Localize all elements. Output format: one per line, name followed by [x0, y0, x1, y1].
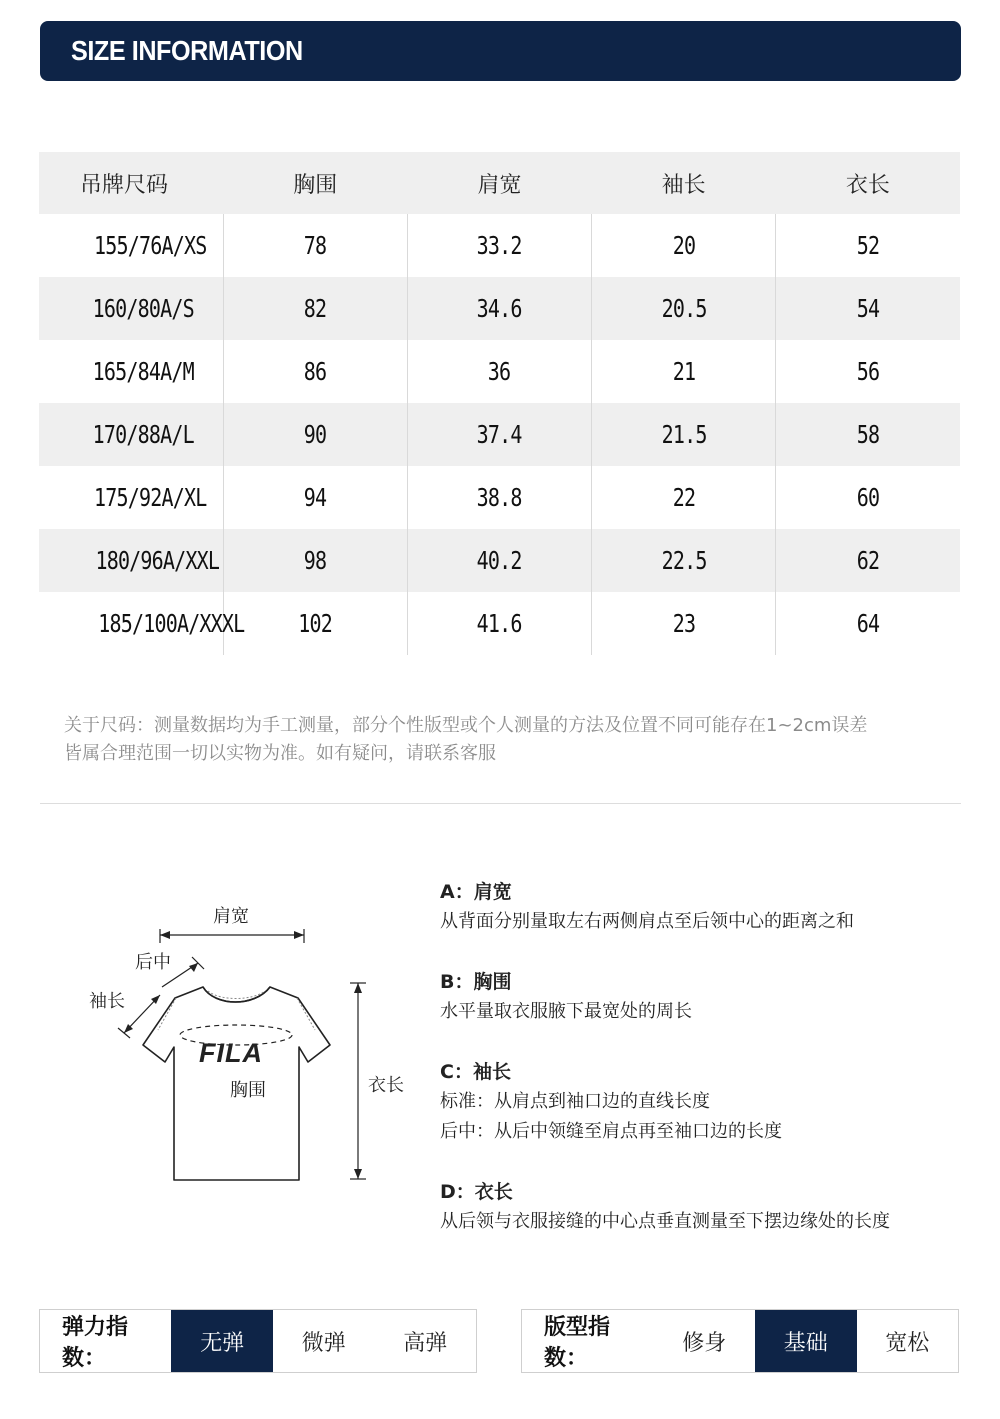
definition-chest [440, 967, 692, 1027]
elasticity-option-none[interactable]: 无弹 [171, 1310, 273, 1372]
table-row [39, 403, 960, 466]
cell-shoulder: 40.2 [407, 529, 591, 592]
cell-size: 180/96A/XXL [95, 546, 220, 575]
cell-chest: 86 [223, 340, 407, 403]
fit-option-regular[interactable]: 基础 [755, 1310, 857, 1372]
cell-shoulder: 38.8 [407, 466, 591, 529]
cell-shoulder: 41.6 [407, 592, 591, 655]
definition-title: A：肩宽 [440, 881, 512, 903]
cell-chest: 82 [223, 277, 407, 340]
table-row [39, 466, 960, 529]
definition-text: 标准：从肩点到袖口边的直线长度 [440, 1091, 710, 1112]
column-header-length: 衣长 [845, 172, 890, 198]
cell-size: 155/76A/XS [94, 231, 207, 260]
table-row [39, 340, 960, 403]
cell-size: 175/92A/XL [94, 483, 207, 512]
shoulder-label: 肩宽 [213, 906, 249, 927]
note-line-2: 皆属合理范围一切以实物为准。如有疑问，请联系客服 [64, 743, 496, 764]
table-row [39, 214, 960, 277]
table-row [39, 277, 960, 340]
header-bar [40, 21, 961, 81]
definition-text: 后中：从后中领缝至肩点再至袖口边的长度 [440, 1121, 782, 1142]
fit-label: 版型指数： [544, 1315, 611, 1371]
cell-shoulder: 33.2 [407, 214, 591, 277]
elasticity-option-high[interactable]: 高弹 [403, 1330, 448, 1356]
cell-size: 165/84A/M [92, 357, 194, 386]
fit-option-slim[interactable]: 修身 [682, 1330, 727, 1356]
size-table [39, 152, 960, 655]
cell-shoulder: 34.6 [407, 277, 591, 340]
cell-length: 54 [776, 277, 960, 340]
definition-title: D：衣长 [440, 1181, 513, 1203]
cell-size: 170/88A/L [92, 420, 194, 449]
column-header-size: 吊牌尺码 [80, 172, 169, 198]
page-title: SIZE INFORMATION [71, 35, 303, 66]
cell-shoulder: 36 [407, 340, 591, 403]
elasticity-label: 弹力指数： [62, 1315, 129, 1371]
table-row [39, 529, 960, 592]
definition-shoulder [440, 877, 854, 937]
fit-option-loose[interactable]: 宽松 [885, 1330, 930, 1356]
cell-sleeve: 20.5 [592, 277, 776, 340]
cell-length: 62 [776, 529, 960, 592]
definition-sleeve [440, 1057, 782, 1147]
cell-sleeve: 22 [592, 466, 776, 529]
definition-text: 从背面分别量取左右两侧肩点至后领中心的距离之和 [440, 911, 854, 932]
definition-text: 水平量取衣服腋下最宽处的周长 [440, 1001, 692, 1022]
column-header-shoulder: 肩宽 [477, 172, 522, 198]
back-center-label: 后中 [135, 952, 171, 973]
table-row [39, 592, 960, 655]
cell-shoulder: 37.4 [407, 403, 591, 466]
cell-sleeve: 22.5 [592, 529, 776, 592]
definition-text: 从后领与衣服接缝的中心点垂直测量至下摆边缘处的长度 [440, 1211, 890, 1232]
fila-logo: FILA [199, 1038, 263, 1068]
cell-chest: 98 [223, 529, 407, 592]
sleeve-label: 袖长 [89, 991, 125, 1012]
cell-length: 64 [776, 592, 960, 655]
cell-length: 52 [776, 214, 960, 277]
cell-chest: 102 [223, 592, 407, 655]
cell-sleeve: 21 [592, 340, 776, 403]
definition-title: B：胸围 [440, 971, 512, 993]
length-label: 衣长 [368, 1075, 404, 1096]
cell-chest: 78 [223, 214, 407, 277]
chest-label: 胸围 [230, 1080, 266, 1101]
cell-chest: 90 [223, 403, 407, 466]
cell-size: 160/80A/S [92, 294, 194, 323]
table-header-row [39, 152, 960, 214]
cell-size: 185/100A/XXXL [98, 609, 245, 638]
definition-length [440, 1177, 890, 1237]
column-header-chest: 胸围 [293, 172, 338, 198]
cell-sleeve: 21.5 [592, 403, 776, 466]
cell-length: 60 [776, 466, 960, 529]
cell-chest: 94 [223, 466, 407, 529]
fit-index [521, 1309, 959, 1373]
elasticity-index [39, 1309, 477, 1373]
size-note [64, 712, 964, 768]
divider [40, 803, 961, 804]
cell-length: 58 [776, 403, 960, 466]
tshirt-diagram [80, 895, 420, 1195]
cell-length: 56 [776, 340, 960, 403]
column-header-sleeve: 袖长 [661, 172, 706, 198]
cell-sleeve: 20 [592, 214, 776, 277]
note-line-1: 关于尺码：测量数据均为手工测量，部分个性版型或个人测量的方法及位置不同可能存在1~2cm误差 [64, 715, 868, 736]
elasticity-option-slight[interactable]: 微弹 [301, 1330, 346, 1356]
definition-title: C：袖长 [440, 1061, 511, 1083]
cell-sleeve: 23 [592, 592, 776, 655]
